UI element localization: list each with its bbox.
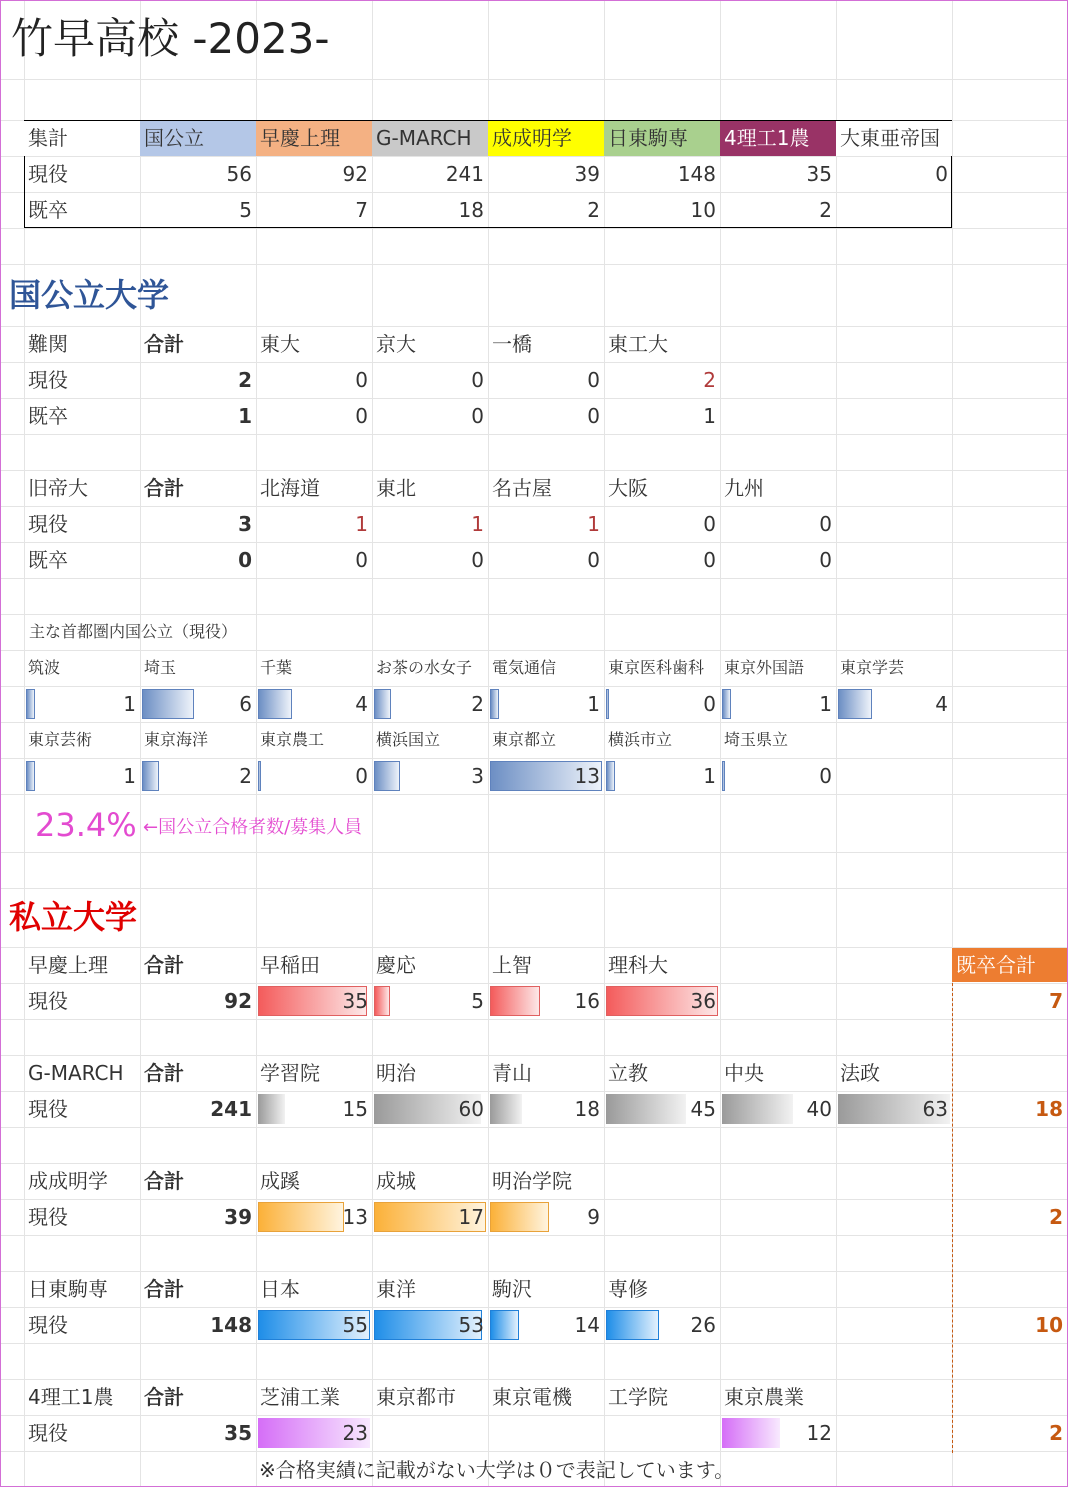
metro-value: 0: [703, 692, 716, 716]
cell-value: 0: [471, 368, 484, 392]
metro-value: 6: [239, 692, 252, 716]
national-heading: 国公立大学: [9, 276, 170, 314]
metro-value: 0: [819, 764, 832, 788]
cell-value: 0: [587, 404, 600, 428]
row-label: 既卒: [28, 548, 68, 572]
school-name: 上智: [492, 953, 532, 977]
table-header: 旧帝大: [28, 476, 88, 500]
row-label: 現役: [28, 989, 68, 1013]
metro-value: 4: [355, 692, 368, 716]
metro-value: 1: [123, 692, 136, 716]
school-name: 芝浦工業: [260, 1385, 340, 1409]
summary-value: 7: [355, 198, 368, 222]
cell-value: 0: [703, 548, 716, 572]
metro-university-name: 東京海洋: [144, 730, 209, 749]
school-value: 13: [342, 1205, 368, 1229]
group-name: G-MARCH: [28, 1061, 124, 1085]
school-name: 慶応: [376, 953, 416, 977]
school-value: 12: [806, 1421, 832, 1445]
cell-value: 0: [587, 368, 600, 392]
summary-value: 241: [445, 162, 484, 186]
table-header: 合計: [144, 476, 184, 500]
group-name: 早慶上理: [28, 953, 108, 977]
metro-university-name: 東京芸術: [28, 730, 93, 749]
kisotsu-total: 18: [1035, 1097, 1063, 1121]
metro-university-name: 千葉: [260, 658, 293, 677]
school-name: 明治学院: [492, 1169, 572, 1193]
cell-value: 0: [355, 368, 368, 392]
school-value: 26: [690, 1313, 716, 1337]
school-name: 成蹊: [260, 1169, 300, 1193]
metro-value: 4: [935, 692, 948, 716]
metro-value: 1: [123, 764, 136, 788]
school-value: 36: [690, 989, 716, 1013]
row-label: 現役: [28, 1097, 68, 1121]
cell-value: 1: [238, 404, 252, 428]
kisotsu-total: 2: [1049, 1205, 1063, 1229]
metro-value: 2: [239, 764, 252, 788]
metro-university-name: 横浜市立: [608, 730, 673, 749]
metro-university-name: 筑波: [28, 658, 61, 677]
school-value: 60: [458, 1097, 484, 1121]
summary-value: 56: [226, 162, 252, 186]
metro-value: 0: [355, 764, 368, 788]
school-name: 明治: [376, 1061, 416, 1085]
table-header: 東北: [376, 476, 416, 500]
school-name: 東京農業: [724, 1385, 804, 1409]
kisotsu-total: 2: [1049, 1421, 1063, 1445]
metro-university-name: 横浜国立: [376, 730, 441, 749]
total-label: 合計: [144, 1385, 184, 1409]
metro-value: 1: [703, 764, 716, 788]
table-header: 一橋: [492, 332, 532, 356]
table-header: 東大: [260, 332, 300, 356]
school-name: 立教: [608, 1061, 648, 1085]
cell-value: 0: [703, 512, 716, 536]
cell-value: 0: [238, 548, 252, 572]
school-value: 53: [458, 1313, 484, 1337]
school-name: 中央: [724, 1061, 764, 1085]
total-label: 合計: [144, 1277, 184, 1301]
row-label: 現役: [28, 1421, 68, 1445]
summary-header: 大東亜帝国: [840, 126, 940, 150]
metro-university-name: 埼玉: [144, 658, 177, 677]
school-value: 45: [690, 1097, 716, 1121]
table-header: 東工大: [608, 332, 668, 356]
row-label: 現役: [28, 1205, 68, 1229]
group-name: 4理工1農: [28, 1385, 114, 1409]
school-value: 9: [587, 1205, 600, 1229]
school-name: 東京電機: [492, 1385, 572, 1409]
summary-value: 148: [677, 162, 716, 186]
kisotsu-total: 7: [1049, 989, 1063, 1013]
summary-row-label: 現役: [28, 162, 68, 186]
table-header: 北海道: [260, 476, 320, 500]
kisotsu-header: 既卒合計: [956, 953, 1036, 977]
school-value: 23: [342, 1421, 368, 1445]
metro-caption: 主な首都圏内国公立（現役）: [29, 622, 238, 641]
summary-header: 早慶上理: [260, 126, 340, 150]
group-total: 35: [224, 1421, 252, 1445]
private-heading: 私立大学: [9, 898, 138, 936]
summary-value: 2: [587, 198, 600, 222]
summary-value: 5: [239, 198, 252, 222]
group-total: 148: [210, 1313, 252, 1337]
table-header: 九州: [724, 476, 764, 500]
school-name: 日本: [260, 1277, 300, 1301]
summary-value: 35: [806, 162, 832, 186]
metro-university-name: 東京農工: [260, 730, 325, 749]
table-header: 京大: [376, 332, 416, 356]
cell-value: 0: [819, 512, 832, 536]
cell-value: 2: [238, 368, 252, 392]
summary-value: 39: [574, 162, 600, 186]
school-value: 63: [922, 1097, 948, 1121]
table-header: 難関: [28, 332, 68, 356]
row-label: 現役: [28, 512, 68, 536]
summary-row-label: 既卒: [28, 198, 68, 222]
summary-value: 0: [935, 162, 948, 186]
footnote: ※合格実績に記載がない大学は０で表記しています。: [259, 1458, 735, 1482]
school-name: 駒沢: [492, 1277, 532, 1301]
table-header: 名古屋: [492, 476, 552, 500]
row-label: 既卒: [28, 404, 68, 428]
cell-value: 3: [238, 512, 252, 536]
cell-value: 1: [471, 512, 484, 536]
school-value: 14: [574, 1313, 600, 1337]
kisotsu-total: 10: [1035, 1313, 1063, 1337]
summary-value: 2: [819, 198, 832, 222]
school-value: 15: [342, 1097, 368, 1121]
school-name: 専修: [608, 1277, 648, 1301]
group-total: 241: [210, 1097, 252, 1121]
table-header: 合計: [144, 332, 184, 356]
cell-value: 1: [355, 512, 368, 536]
page-title: 竹早高校 -2023-: [11, 14, 330, 63]
summary-header: 集計: [28, 126, 68, 150]
metro-university-name: 東京外国語: [724, 658, 805, 677]
school-name: 法政: [840, 1061, 880, 1085]
summary-value: 18: [458, 198, 484, 222]
total-label: 合計: [144, 953, 184, 977]
total-label: 合計: [144, 1169, 184, 1193]
school-value: 40: [806, 1097, 832, 1121]
cell-value: 0: [355, 404, 368, 428]
metro-value: 1: [587, 692, 600, 716]
metro-university-name: 埼玉県立: [724, 730, 789, 749]
group-total: 39: [224, 1205, 252, 1229]
school-name: 理科大: [608, 953, 668, 977]
summary-value: 10: [690, 198, 716, 222]
table-header: 大阪: [608, 476, 648, 500]
school-name: 東洋: [376, 1277, 416, 1301]
school-value: 17: [458, 1205, 484, 1229]
school-name: 工学院: [608, 1385, 668, 1409]
school-name: 東京都市: [376, 1385, 456, 1409]
metro-value: 3: [471, 764, 484, 788]
summary-header: 成成明学: [492, 126, 572, 150]
school-name: 成城: [376, 1169, 416, 1193]
metro-value: 13: [574, 764, 600, 788]
cell-value: 0: [471, 548, 484, 572]
school-name: 早稲田: [260, 953, 320, 977]
cell-value: 2: [703, 368, 716, 392]
cell-value: 1: [587, 512, 600, 536]
school-name: 青山: [492, 1061, 532, 1085]
cell-value: 0: [819, 548, 832, 572]
summary-header: 国公立: [144, 126, 204, 150]
school-name: 学習院: [260, 1061, 320, 1085]
group-name: 成成明学: [28, 1169, 108, 1193]
metro-university-name: 東京医科歯科: [608, 658, 705, 677]
ratio-value: 23.4%: [35, 806, 137, 844]
summary-value: [836, 193, 952, 227]
cell-value: 1: [703, 404, 716, 428]
metro-university-name: お茶の水女子: [376, 658, 473, 677]
school-value: 18: [574, 1097, 600, 1121]
summary-header: 日東駒専: [608, 126, 688, 150]
ratio-note: ←国公立合格者数/募集人員: [143, 817, 363, 838]
metro-university-name: 東京学芸: [840, 658, 905, 677]
row-label: 現役: [28, 368, 68, 392]
summary-table: [24, 120, 952, 228]
school-value: 35: [342, 989, 368, 1013]
summary-header: 4理工1農: [724, 126, 810, 150]
summary-value: 92: [342, 162, 368, 186]
metro-value: 2: [471, 692, 484, 716]
summary-header: G-MARCH: [376, 126, 472, 150]
total-label: 合計: [144, 1061, 184, 1085]
cell-value: 0: [355, 548, 368, 572]
row-label: 現役: [28, 1313, 68, 1337]
school-value: 5: [471, 989, 484, 1013]
metro-university-name: 東京都立: [492, 730, 557, 749]
metro-university-name: 電気通信: [492, 658, 557, 677]
group-total: 92: [224, 989, 252, 1013]
cell-value: 0: [471, 404, 484, 428]
school-value: 55: [342, 1313, 368, 1337]
cell-value: 0: [587, 548, 600, 572]
group-name: 日東駒専: [28, 1277, 108, 1301]
school-value: 16: [574, 989, 600, 1013]
metro-value: 1: [819, 692, 832, 716]
